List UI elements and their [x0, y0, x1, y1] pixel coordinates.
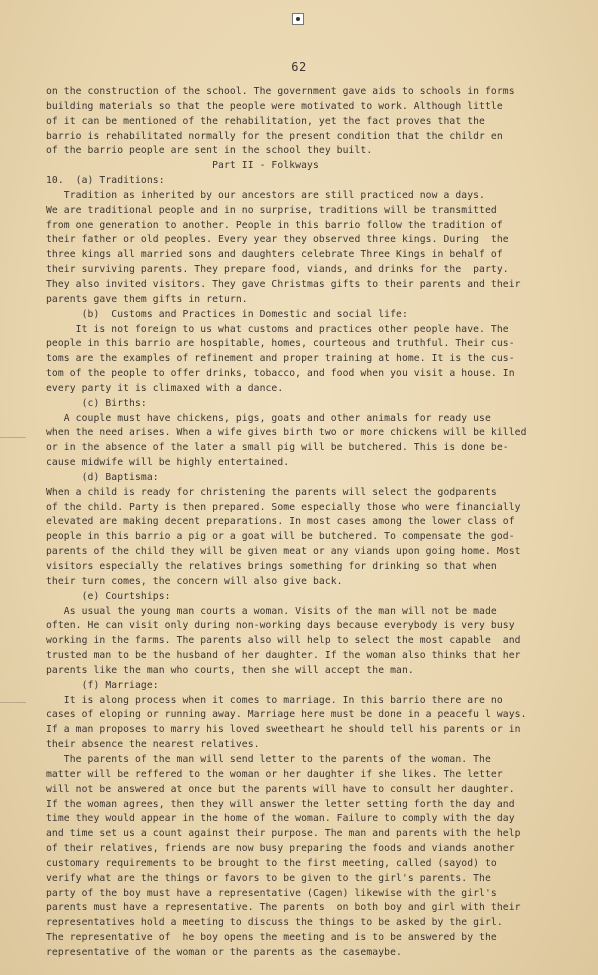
punch-hole-mark	[292, 13, 304, 25]
text-line: Tradition as inherited by our ancestors are still practiced now a days.	[46, 189, 485, 201]
text-line: three kings all married sons and daughters celebrate Three Kings in behalf of	[46, 249, 503, 261]
text-line: people in this barrio a pig or a goat will be butchered. To compensate the god-	[46, 531, 515, 543]
text-line: their surviving parents. They prepare food, viands, and drinks for the party.	[46, 264, 509, 276]
margin-fold-mark	[0, 437, 26, 438]
text-line: toms are the examples of refinement and proper training at home. It is the cus-	[46, 353, 515, 365]
text-line: will not be answered at once but the parents will have to consult her daughter.	[46, 783, 515, 795]
text-line: cause midwife will be highly entertained.	[46, 457, 290, 469]
text-line: cases of eloping or running away. Marriage here must be done in a peacefu l ways.	[46, 709, 527, 721]
text-line: every party it is climaxed with a dance.	[46, 382, 284, 394]
margin-fold-mark	[0, 702, 26, 703]
text-line: of the child. Party is then prepared. Some especially those who were financially	[46, 501, 521, 513]
text-line: barrio is rehabilitated normally for the present condition that the childr en	[46, 130, 503, 142]
text-line: matter will be reffered to the woman or her daughter if she likes. The letter	[46, 768, 503, 780]
text-line: when the need arises. When a wife gives birth two or more chickens will be killed	[46, 427, 527, 439]
text-line: tom of the people to offer drinks, tobacco, and food when you visit a house. In	[46, 368, 515, 380]
text-line: It is along process when it comes to marriage. In this barrio there are no	[46, 694, 503, 706]
text-line: and time set us a count against their purpose. The man and parents with the help	[46, 828, 521, 840]
text-line: customary requirements to be brought to the first meeting, called (sayod) to	[46, 857, 497, 869]
text-line: of their relatives, friends are now busy preparing the foods and viands another	[46, 843, 515, 855]
text-line: (e) Courtships:	[46, 590, 171, 602]
text-line: It is not foreign to us what customs and practices other people have. The	[46, 323, 509, 335]
text-line: parents must have a representative. The parents on both boy and girl with their	[46, 902, 521, 914]
text-line: elevated are making decent preparations. In most cases among the lower class of	[46, 516, 515, 528]
text-line: verify what are the things or favors to be given to the girl's parents. The	[46, 872, 491, 884]
text-line: parents of the child they will be given meat or any viands upon going home. Most	[46, 546, 521, 558]
text-line: often. He can visit only during non-working days because everybody is very busy	[46, 620, 515, 632]
text-line: representatives hold a meeting to discuss the things to be asked by the girl.	[46, 917, 503, 929]
text-line: If a man proposes to marry his loved sweetheart he should tell his parents or in	[46, 724, 521, 736]
text-line: Part II - Folkways	[46, 160, 319, 172]
text-line: representative of the woman or the parents as the casemaybe.	[46, 946, 402, 958]
text-line: people in this barrio are hospitable, homes, courteous and truthful. Their cus-	[46, 338, 515, 350]
text-line: They also invited visitors. They gave Christmas gifts to their parents and their	[46, 278, 521, 290]
text-line: on the construction of the school. The government gave aids to schools in forms	[46, 86, 515, 97]
text-line: As usual the young man courts a woman. Visits of the man will not be made	[46, 605, 497, 617]
text-line: their absence the nearest relatives.	[46, 739, 260, 751]
text-line: of the barrio people are sent in the school they built.	[46, 145, 373, 157]
text-line: parents like the man who courts, then she will accept the man.	[46, 664, 414, 676]
text-line: building materials so that the people were motivated to work. Although little	[46, 100, 503, 112]
text-line: The representative of he boy opens the meeting and is to be answered by the	[46, 932, 497, 944]
text-line: trusted man to be the husband of her daughter. If the woman also thinks that her	[46, 650, 521, 662]
text-line: their father or old peoples. Every year they observed three kings. During the	[46, 234, 509, 246]
text-line: working in the farms. The parents also will help to select the most capable and	[46, 635, 521, 647]
document-body	[46, 85, 586, 961]
text-line: parents gave them gifts in return.	[46, 293, 248, 305]
text-line: A couple must have chickens, pigs, goats and other animals for ready use	[46, 412, 491, 424]
text-line: of it can be mentioned of the rehabilitation, yet the fact proves that the	[46, 115, 485, 127]
text-line: (f) Marriage:	[46, 679, 159, 691]
text-line: visitors especially the relatives brings something for drinking so that when	[46, 561, 497, 572]
text-line: party of the boy must have a representative (Cagen) likewise with the girl's	[46, 887, 497, 899]
text-line: (b) Customs and Practices in Domestic and social life:	[46, 308, 408, 320]
text-line: The parents of the man will send letter to the parents of the woman. The	[46, 753, 491, 765]
text-line: (c) Births:	[46, 397, 147, 409]
text-line: or in the absence of the later a small pig will be butchered. This is done be-	[46, 442, 509, 454]
text-line: time they would appear in the home of the woman. Failure to comply with the day	[46, 813, 515, 825]
text-line: from one generation to another. People in this barrio follow the tradition of	[46, 219, 503, 231]
text-line: When a child is ready for christening the parents will select the godparents	[46, 486, 497, 498]
text-line: their turn comes, the concern will also give back.	[46, 575, 343, 587]
text-line: 10. (a) Traditions:	[46, 175, 165, 187]
text-line: If the woman agrees, then they will answer the letter setting forth the day and	[46, 798, 515, 810]
text-line: (d) Baptisma:	[46, 471, 159, 483]
text-line: We are traditional people and in no surprise, traditions will be transmitted	[46, 204, 497, 216]
page-number: 62	[291, 60, 307, 74]
